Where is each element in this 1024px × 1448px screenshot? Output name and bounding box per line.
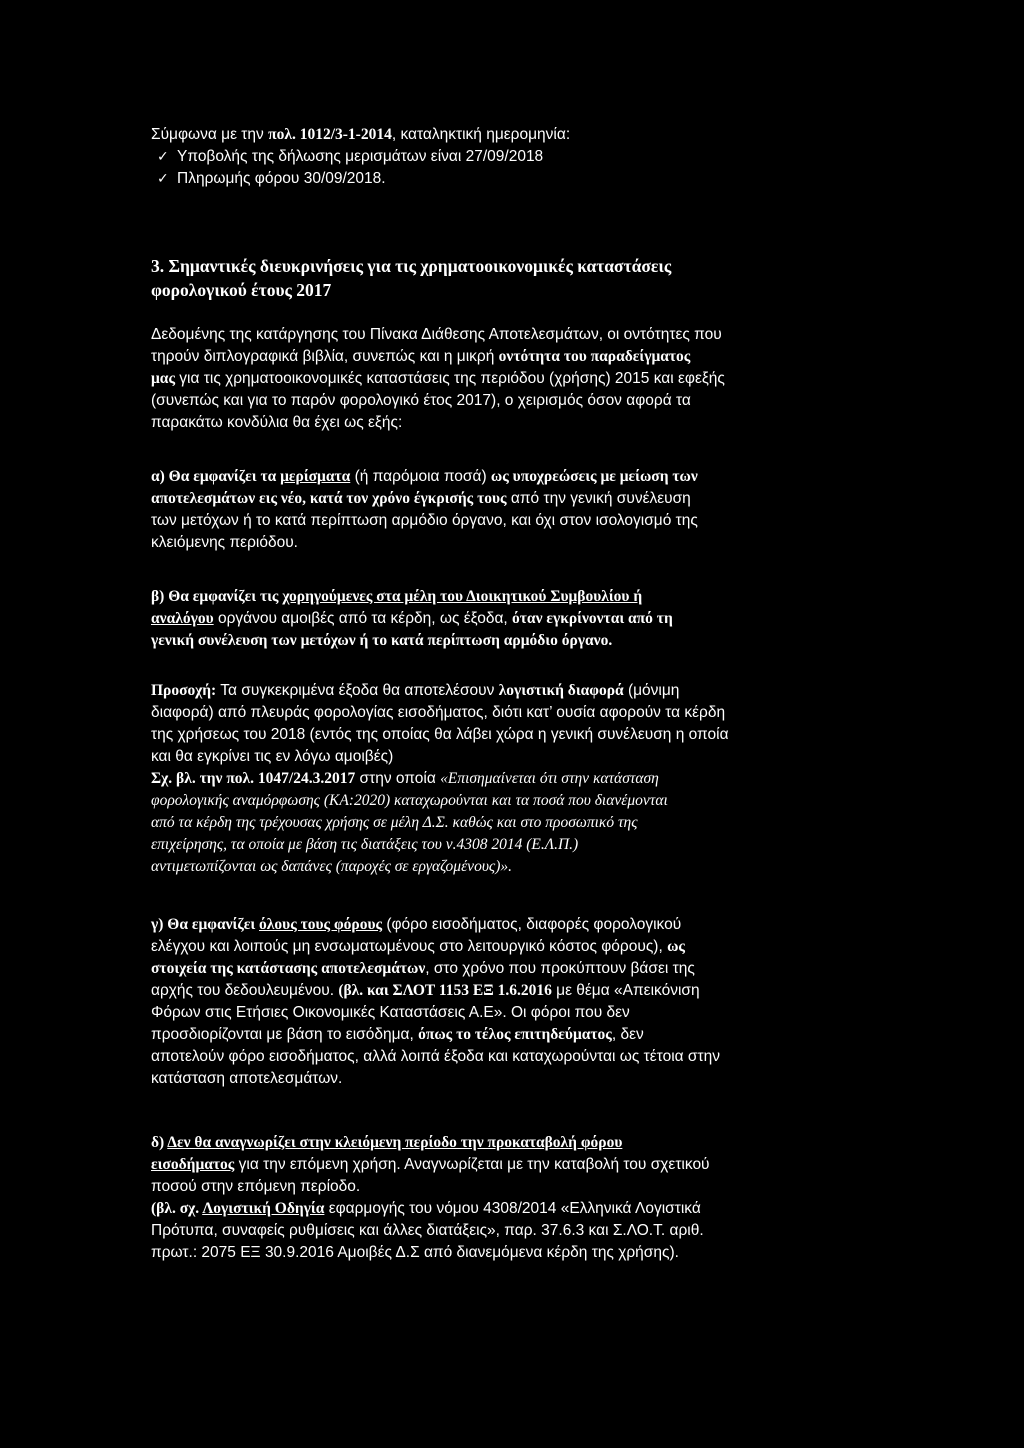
text-line: των μετόχων ή το κατά περίπτωση αρμόδιο όργανο, και όχι στον ισολογισμό της <box>151 512 698 529</box>
section-title-line: φορολογικού έτους 2017 <box>151 280 332 300</box>
text-line: αποτελούν φόρο εισοδήματος, αλλά λοιπά έξοδα και καταχωρούνται ως τέτοια στην <box>151 1048 720 1065</box>
text-line: αρχής του δεδουλευμένου. (βλ. και ΣΛΟΤ 1153 ΕΞ 1.6.2016 με θέμα «Απεικόνιση <box>151 982 700 999</box>
text-line: κλειόμενης περιόδου. <box>151 534 298 551</box>
text-line: Προσοχή: Τα συγκεκριμένα έξοδα θα αποτελέσουν λογιστική διαφορά (μόνιμη <box>151 682 680 699</box>
text-line: Φόρων στις Ετήσιες Οικονομικές Καταστάσεις Α.Ε». Οι φόροι που δεν <box>151 1004 630 1021</box>
intro-suffix: , καταληκτική ημερομηνία: <box>391 126 571 143</box>
item-d-paragraph <box>151 1132 871 1264</box>
note-paragraph <box>151 680 871 878</box>
note-label: Προσοχή: <box>151 682 217 699</box>
text-line: πρωτ.: 2075 ΕΞ 30.9.2016 Αμοιβές Δ.Σ από διανεμόμενα κέρδη της χρήσης). <box>151 1244 679 1261</box>
text-line: Σχ. βλ. την πολ. 1047/24.3.2017 στην οποία «Επισημαίνεται ότι στην κατάσταση <box>151 770 659 787</box>
text-line: φορολογικής αναμόρφωσης (ΚΑ:2020) καταχωρούνται και τα ποσά που διανέμονται <box>151 792 668 809</box>
deadline-item <box>151 146 871 168</box>
text-line: κατάσταση αποτελεσμάτων. <box>151 1070 343 1087</box>
text-line: (συνεπώς και για το παρόν φορολογικό έτος 2017), ο χειρισμός όσον αφορά τα <box>151 392 691 409</box>
text-line: και θα εγκρίνει τις εν λόγω αμοιβές) <box>151 748 394 765</box>
text-line: μας για τις χρηματοοικονομικές καταστάσεις της περιόδου (χρήσης) 2015 και εφεξής <box>151 370 725 387</box>
text-line: της χρήσεως του 2018 (εντός της οποίας θα λάβει χώρα η γενική συνέλευση η οποία <box>151 726 729 743</box>
text-line: ποσού στην επόμενη περίοδο. <box>151 1178 361 1195</box>
deadline-text: Πληρωμής φόρου 30/09/2018. <box>177 170 386 187</box>
text-line: γενική συνέλευση των μετόχων ή το κατά περίπτωση αρμόδιο όργανο. <box>151 632 613 649</box>
item-c-paragraph <box>151 914 871 1090</box>
text-line: β) Θα εμφανίζει τις χορηγούμενες στα μέλη του Διοικητικού Συμβουλίου ή <box>151 588 643 605</box>
item-a-paragraph <box>151 466 871 554</box>
text-line: Πρότυπα, συναφείς ρυθμίσεις και άλλες διατάξεις», παρ. 37.6.3 και Σ.ΛΟ.Τ. αριθ. <box>151 1222 704 1239</box>
text-line: αποτελεσμάτων εις νέο, κατά τον χρόνο έγκρισής τους από την γενική συνέλευση <box>151 490 691 507</box>
checkmark-icon: ✓ <box>157 149 169 165</box>
text-line: αντιμετωπίζονται ως δαπάνες (παροχές σε εργαζομένους)». <box>151 858 513 875</box>
section-heading <box>151 254 871 302</box>
text-line: παρακάτω κονδύλια θα έχει ως εξής: <box>151 414 403 431</box>
reference-link-text: Σχ. βλ. την πολ. 1047/24.3.2017 <box>151 770 356 787</box>
checkmark-icon: ✓ <box>157 171 169 187</box>
text-line: δ) Δεν θα αναγνωρίζει στην κλειόμενη περίοδο την προκαταβολή φόρου <box>151 1134 623 1151</box>
text-line: προσδιορίζονται με βάση το εισόδημα, όπως το τέλος επιτηδεύματος, δεν <box>151 1026 644 1043</box>
intro-paragraph <box>151 324 871 434</box>
item-b-paragraph <box>151 586 871 652</box>
text-line: τηρούν διπλογραφικά βιβλία, συνεπώς και η μικρή οντότητα του παραδείγματος <box>151 348 691 365</box>
intro-prefix: Σύμφωνα με την <box>151 126 269 143</box>
text-line: (βλ. σχ. Λογιστική Οδηγία εφαρμογής του νόμου 4308/2014 «Ελληνικά Λογιστικά <box>151 1200 701 1217</box>
intro-reference: πολ. 1012/3-1-2014 <box>268 126 392 143</box>
intro-line <box>151 124 871 146</box>
intro-block <box>151 124 871 190</box>
text-line: από τα κέρδη της τρέχουσας χρήσης σε μέλη Δ.Σ. καθώς και στο προσωπικό της <box>151 814 638 831</box>
text-line: Δεδομένης της κατάργησης του Πίνακα Διάθεσης Αποτελεσμάτων, οι οντότητες που <box>151 326 722 343</box>
text-line: στοιχεία της κατάστασης αποτελεσμάτων, στο χρόνο που προκύπτουν βάσει της <box>151 960 695 977</box>
text-line: αναλόγου οργάνου αμοιβές από τα κέρδη, ως έξοδα, όταν εγκρίνονται από τη <box>151 610 673 627</box>
text-line: α) Θα εμφανίζει τα μερίσματα (ή παρόμοια ποσά) ως υποχρεώσεις με μείωση των <box>151 468 698 485</box>
text-line: επιχείρησης, τα οποία με βάση τις διατάξεις του ν.4308 2014 (Ε.Λ.Π.) <box>151 836 579 853</box>
text-line: εισοδήματος για την επόμενη χρήση. Αναγνωρίζεται με την καταβολή του σχετικού <box>151 1156 710 1173</box>
text-line: διαφορά) από πλευράς φορολογίας εισοδήματος, διότι κατ’ ουσία αφορούν τα κέρδη <box>151 704 726 721</box>
section-title-line: 3. Σημαντικές διευκρινήσεις για τις χρηματοοικονομικές καταστάσεις <box>151 256 672 276</box>
deadline-item <box>151 168 871 190</box>
text-line: γ) Θα εμφανίζει όλους τους φόρους (φόρο εισοδήματος, διαφορές φορολογικού <box>151 916 682 933</box>
text-line: ελέγχου και λοιπούς μη ενσωματωμένους στο λειτουργικό κόστος φόρους), ως <box>151 938 685 955</box>
deadline-text: Υποβολής της δήλωσης μερισμάτων είναι 27/09/2018 <box>177 148 544 165</box>
